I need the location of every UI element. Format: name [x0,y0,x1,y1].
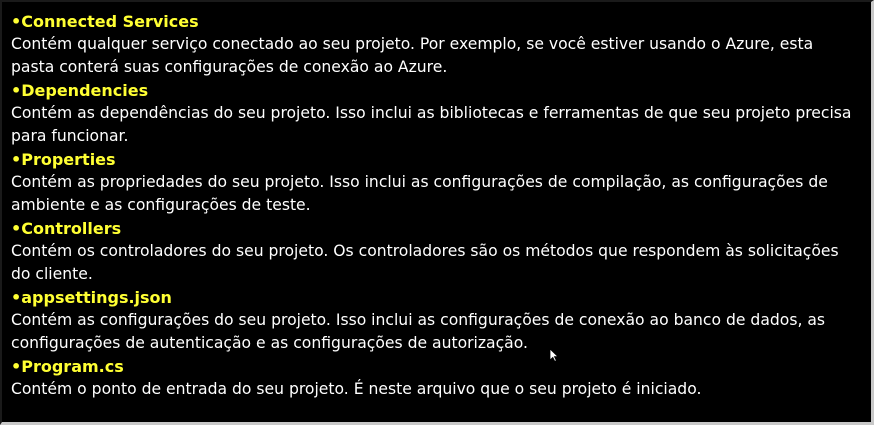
item-title-text: appsettings.json [21,288,172,307]
bullet: • [11,81,22,100]
bullet: • [11,150,22,169]
slide-content [11,10,861,401]
item-title-text: Controllers [21,219,122,238]
bullet: • [11,288,22,307]
bullet: • [11,357,22,376]
item-description: Contém as configurações do seu projeto. Isso inclui as configurações de conexão ao banco de dados, as configurações de autenticação e as configurações de autorização. [11,311,826,352]
list-item-dependencies [11,79,861,148]
item-title-text: Dependencies [21,81,149,100]
item-description: Contém as propriedades do seu projeto. Isso inclui as configurações de compilação, as configurações de ambiente e as configurações de teste. [11,173,828,214]
list-item-appsettings [11,286,861,355]
list-item-properties [11,148,861,217]
item-title-text: Properties [21,150,116,169]
item-title [11,355,861,378]
list-item-controllers [11,217,861,286]
item-title [11,217,861,240]
item-description: Contém qualquer serviço conectado ao seu projeto. Por exemplo, se você estiver usando o Azure, esta pasta conterá suas configurações de conexão ao Azure. [11,35,814,76]
list-item-connected-services [11,10,861,79]
item-title [11,10,861,33]
bullet: • [11,12,22,31]
item-title-text: Program.cs [21,357,124,376]
item-title [11,79,861,102]
item-description: Contém as dependências do seu projeto. Isso inclui as bibliotecas e ferramentas de que seu projeto precisa para funcionar. [11,104,852,145]
mouse-cursor-icon [549,348,559,362]
item-description: Contém os controladores do seu projeto. Os controladores são os métodos que respondem às solicitações do cliente. [11,242,839,283]
item-title [11,286,861,309]
item-description: Contém o ponto de entrada do seu projeto. É neste arquivo que o seu projeto é iniciado. [11,380,702,398]
list-item-program-cs [11,355,861,401]
item-title [11,148,861,171]
item-title-text: Connected Services [21,12,199,31]
bullet: • [11,219,22,238]
